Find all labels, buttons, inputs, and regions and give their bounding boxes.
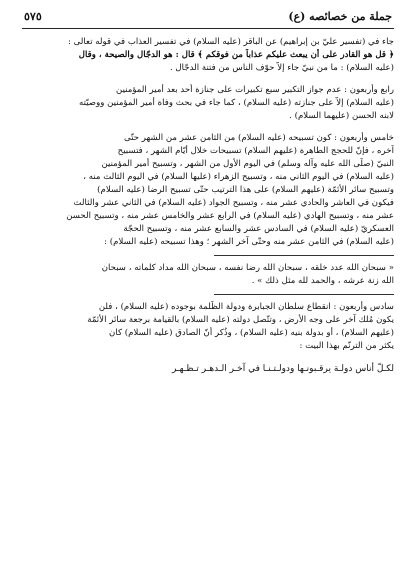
- verse-line: لكـلّ أناس دولـة يرقـبونـها ودولـتـنـا في آخـر الـدهـر تـظـهـر: [171, 364, 394, 374]
- text-line: (عليهم السلام) ، أو بدولة بنيه (عليه السلام) ، وذُكر أنّ الصادق (عليه السلام) كان: [109, 328, 394, 338]
- text-line: آخره ، فإنّ للحجج الطاهرة (عليهم السلام) تسبيحات خلال أيّام الشهر ، فتسبيح: [117, 146, 394, 156]
- text-line: خامس وأربعون : كون تسبيحه (عليه السلام) من الثامن عشر من الشهر حتّى: [123, 133, 394, 143]
- text-line: وتسبيح سائر الأئمّة (عليهم السلام) على هذا الترتيب حتّى تسبيح الرضا (عليه السلام): [97, 185, 394, 195]
- text-line: الله زنة عرشه ، والحمد لله مثل ذلك » .: [251, 276, 394, 286]
- separator-rule: [214, 255, 394, 256]
- text-line: (عليه السلام) إلاّ على جنازته (عليه السلام) ، كما جاء في بحث وفاة أمير المؤمنين ووصيّته: [79, 98, 394, 108]
- paragraph-45: [22, 132, 394, 249]
- text-line: فيكون في العاشر والحادي عشر منه ، وتسبيح الجواد (عليه السلام) في الثاني عشر والثالث: [73, 198, 394, 208]
- poem-verse: [22, 362, 394, 376]
- page-number: ٥٧٥: [24, 10, 42, 23]
- text-line: (عليه السلام) في اليوم الثاني منه ، وتسبيح الزهراء (عليها السلام) في اليوم الثالث منه ،: [83, 172, 394, 182]
- text-line: النبيّ (صلّى الله عليه وآله وسلم) في اليوم الأول من الشهر ، وتسبيح أمير المؤمنين: [101, 159, 394, 169]
- header-rule: [22, 28, 394, 29]
- paragraph-tafsir: [22, 36, 394, 75]
- text-line: ﴿ قل هو القادر على أن يبعث عليكم عذاباً من فوقكم ﴾ قال : هو الدجّال والصيحة ، وقال: [78, 50, 394, 60]
- text-line: (عليه السلام) : ما من نبيّ جاء إلاّ حوّف الناس من فتنة الدجّال .: [169, 63, 394, 73]
- text-line: يكثر من الترنّم بهذا البيت :: [299, 341, 394, 351]
- running-title: جملة من خصائصه (ع): [288, 10, 392, 23]
- separator-rule: [214, 294, 394, 295]
- paragraph-44: [22, 84, 394, 123]
- text-line: رابع وأربعون : عدم جواز التكبير سبع تكبيرات على جنازة أحد بعد أمير المؤمنين: [116, 85, 394, 95]
- text-line: لابنه الحسن (عليهما السلام) .: [289, 111, 394, 121]
- text-line: « سبحان الله عدد خلقه ، سبحان الله رضا نفسه ، سبحان الله مداد كلماته ، سبحان: [101, 263, 394, 273]
- text-line: يكون مُلك آخر على وجه الأرض ، وتتّصل دولته (عليه السلام) بالقيامة برجعة سائر الأئمّة: [87, 315, 394, 325]
- text-line: العسكريّ (عليه السلام) في السادس عشر والسابع عشر منه ، وتسبيح الحجّة: [123, 224, 394, 234]
- text-line: (عليه السلام) في الثامن عشر منه وحتّى آخر الشهر ؛ وهذا تسبيحه (عليه السلام) :: [104, 237, 394, 247]
- tasbih-text: [22, 262, 394, 288]
- page-body: [22, 36, 394, 376]
- paragraph-46: [22, 301, 394, 353]
- page-header: [22, 8, 394, 26]
- text-line: جاء في (تفسير عليّ بن إبراهيم) عن الباقر (عليه السلام) في تفسير العذاب في قوله تعالى :: [68, 37, 394, 47]
- text-line: سادس وأربعون : انقطاع سلطان الجبابرة ودولة الظَّلمة بوجوده (عليه السلام) ، فلن: [98, 302, 394, 312]
- text-line: عشر منه ، وتسبيح الهادي (عليه السلام) في الرابع عشر والخامس عشر منه ، وتسبيح الحسن: [66, 211, 394, 221]
